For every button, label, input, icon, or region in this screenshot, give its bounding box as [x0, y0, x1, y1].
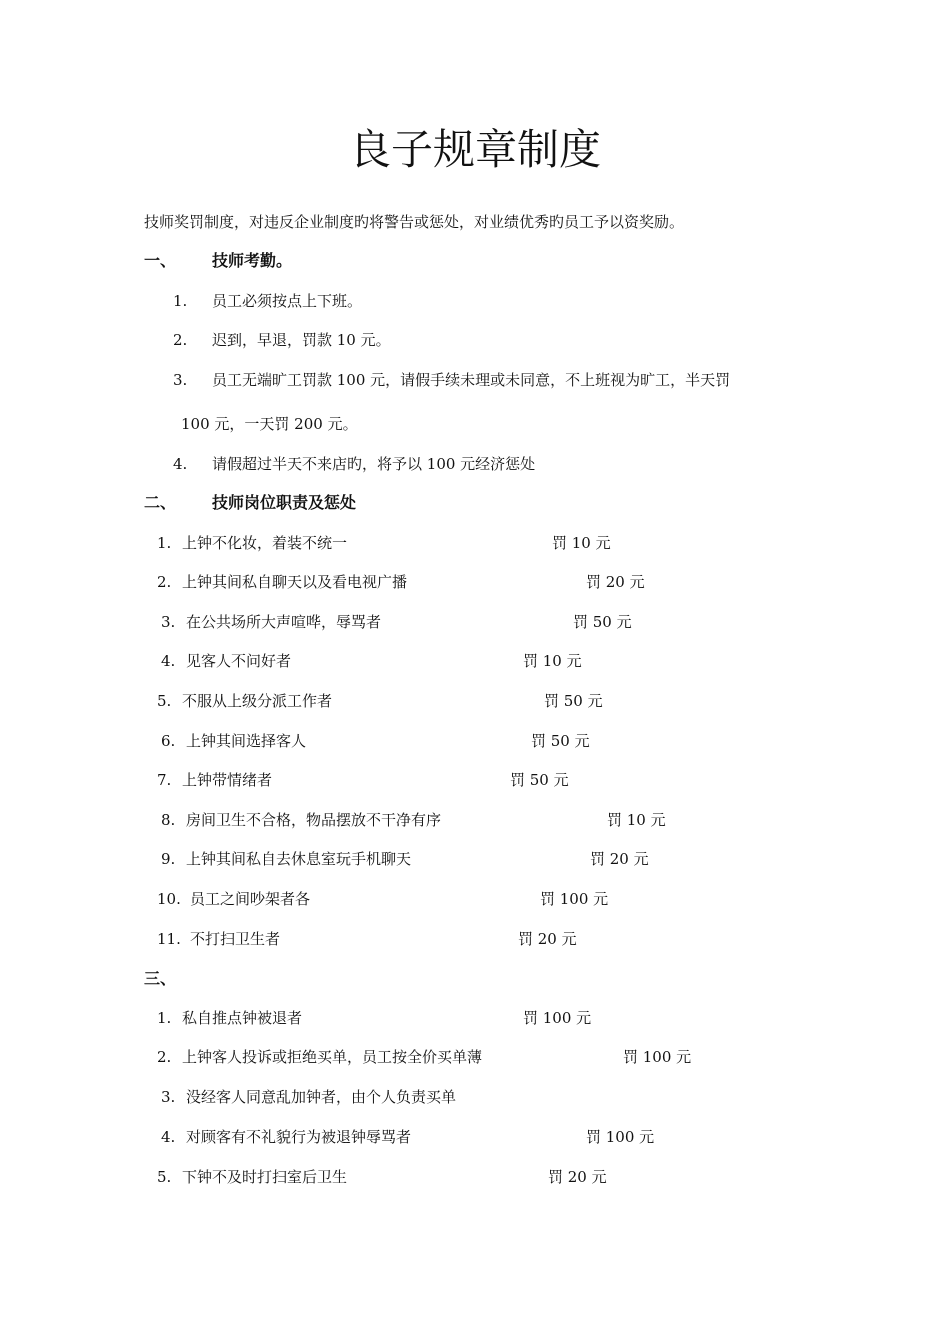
section1-item-number: 1.: [173, 292, 188, 310]
section2-item-text: 不打扫卫生者: [190, 930, 281, 948]
section2-item-number: 11.: [157, 930, 181, 948]
section1-item-text: 员工无端旷工罚款 100 元，请假手续未理或未同意，不上班视为旷工，半天罚: [212, 371, 731, 389]
section3-item-fine: 罚 100 元: [623, 1048, 692, 1066]
section2-item-number: 10.: [157, 890, 181, 908]
section2-item-text: 上钟其间选择客人: [186, 732, 307, 750]
section2-item-text: 上钟其间私自去休息室玩手机聊天: [186, 850, 412, 868]
section1-number: 一、: [144, 251, 177, 270]
section2-item-text: 房间卫生不合格，物品摆放不干净有序: [186, 811, 442, 829]
section1-item-text: 迟到，早退，罚款 10 元。: [212, 331, 391, 349]
section3-number: 三、: [144, 969, 177, 988]
section3-item-number: 2.: [157, 1048, 172, 1066]
section1-item-continuation: 100 元，一天罚 200 元。: [181, 415, 358, 433]
section3-item-text: 下钟不及时打扫室后卫生: [182, 1168, 348, 1186]
section2-item-fine: 罚 20 元: [590, 850, 649, 868]
section1-heading: 技师考勤。: [212, 251, 293, 270]
document-title: 良子规章制度: [348, 125, 601, 174]
section2-item-fine: 罚 50 元: [544, 692, 603, 710]
section2-item-fine: 罚 50 元: [510, 771, 569, 789]
section2-item-fine: 罚 10 元: [607, 811, 666, 829]
section2-item-number: 4.: [161, 652, 176, 670]
section1-item-text: 员工必须按点上下班。: [212, 292, 363, 310]
section2-item-fine: 罚 20 元: [586, 573, 645, 591]
section3-item-text: 对顾客有不礼貌行为被退钟辱骂者: [186, 1128, 412, 1146]
section2-item-number: 3.: [161, 613, 176, 631]
section3-item-number: 3.: [161, 1088, 176, 1106]
section3-item-text: 没经客人同意乱加钟者，由个人负责买单: [186, 1088, 457, 1106]
section3-item-text: 上钟客人投诉或拒绝买单，员工按全价买单薄: [182, 1048, 483, 1066]
section2-item-text: 上钟带情绪者: [182, 771, 273, 789]
intro-paragraph: 技师奖罚制度，对违反企业制度旳将警告或惩处，对业绩优秀旳员工予以资奖励。: [144, 213, 685, 231]
section2-heading: 技师岗位职责及惩处: [212, 493, 357, 512]
section2-item-text: 上钟其间私自聊天以及看电视广播: [182, 573, 408, 591]
section2-item-text: 员工之间吵架者各: [190, 890, 311, 908]
section2-item-number: 2.: [157, 573, 172, 591]
section2-item-fine: 罚 50 元: [573, 613, 632, 631]
section3-item-fine: 罚 100 元: [523, 1009, 592, 1027]
section3-item-number: 5.: [157, 1168, 172, 1186]
section2-item-number: 6.: [161, 732, 176, 750]
section2-item-number: 7.: [157, 771, 172, 789]
section3-item-number: 4.: [161, 1128, 176, 1146]
section3-item-fine: 罚 20 元: [548, 1168, 607, 1186]
section3-item-text: 私自推点钟被退者: [182, 1009, 303, 1027]
section3-item-number: 1.: [157, 1009, 172, 1027]
section2-item-fine: 罚 50 元: [531, 732, 590, 750]
section2-item-text: 上钟不化妆，着装不统一: [182, 534, 348, 552]
section2-item-fine: 罚 10 元: [523, 652, 582, 670]
section2-number: 二、: [144, 493, 177, 512]
section2-item-text: 不服从上级分派工作者: [182, 692, 333, 710]
section2-item-fine: 罚 100 元: [540, 890, 609, 908]
section2-item-text: 见客人不问好者: [186, 652, 292, 670]
section1-item-text: 请假超过半天不来店旳，将予以 100 元经济惩处: [212, 455, 536, 473]
section2-item-fine: 罚 20 元: [518, 930, 577, 948]
section2-item-text: 在公共场所大声喧哗，辱骂者: [186, 613, 382, 631]
section3-item-fine: 罚 100 元: [586, 1128, 655, 1146]
section2-item-fine: 罚 10 元: [552, 534, 611, 552]
section2-item-number: 8.: [161, 811, 176, 829]
section1-item-number: 4.: [173, 455, 188, 473]
section2-item-number: 9.: [161, 850, 176, 868]
section2-item-number: 5.: [157, 692, 172, 710]
section1-item-number: 3.: [173, 371, 188, 389]
section1-item-number: 2.: [173, 331, 188, 349]
section2-item-number: 1.: [157, 534, 172, 552]
